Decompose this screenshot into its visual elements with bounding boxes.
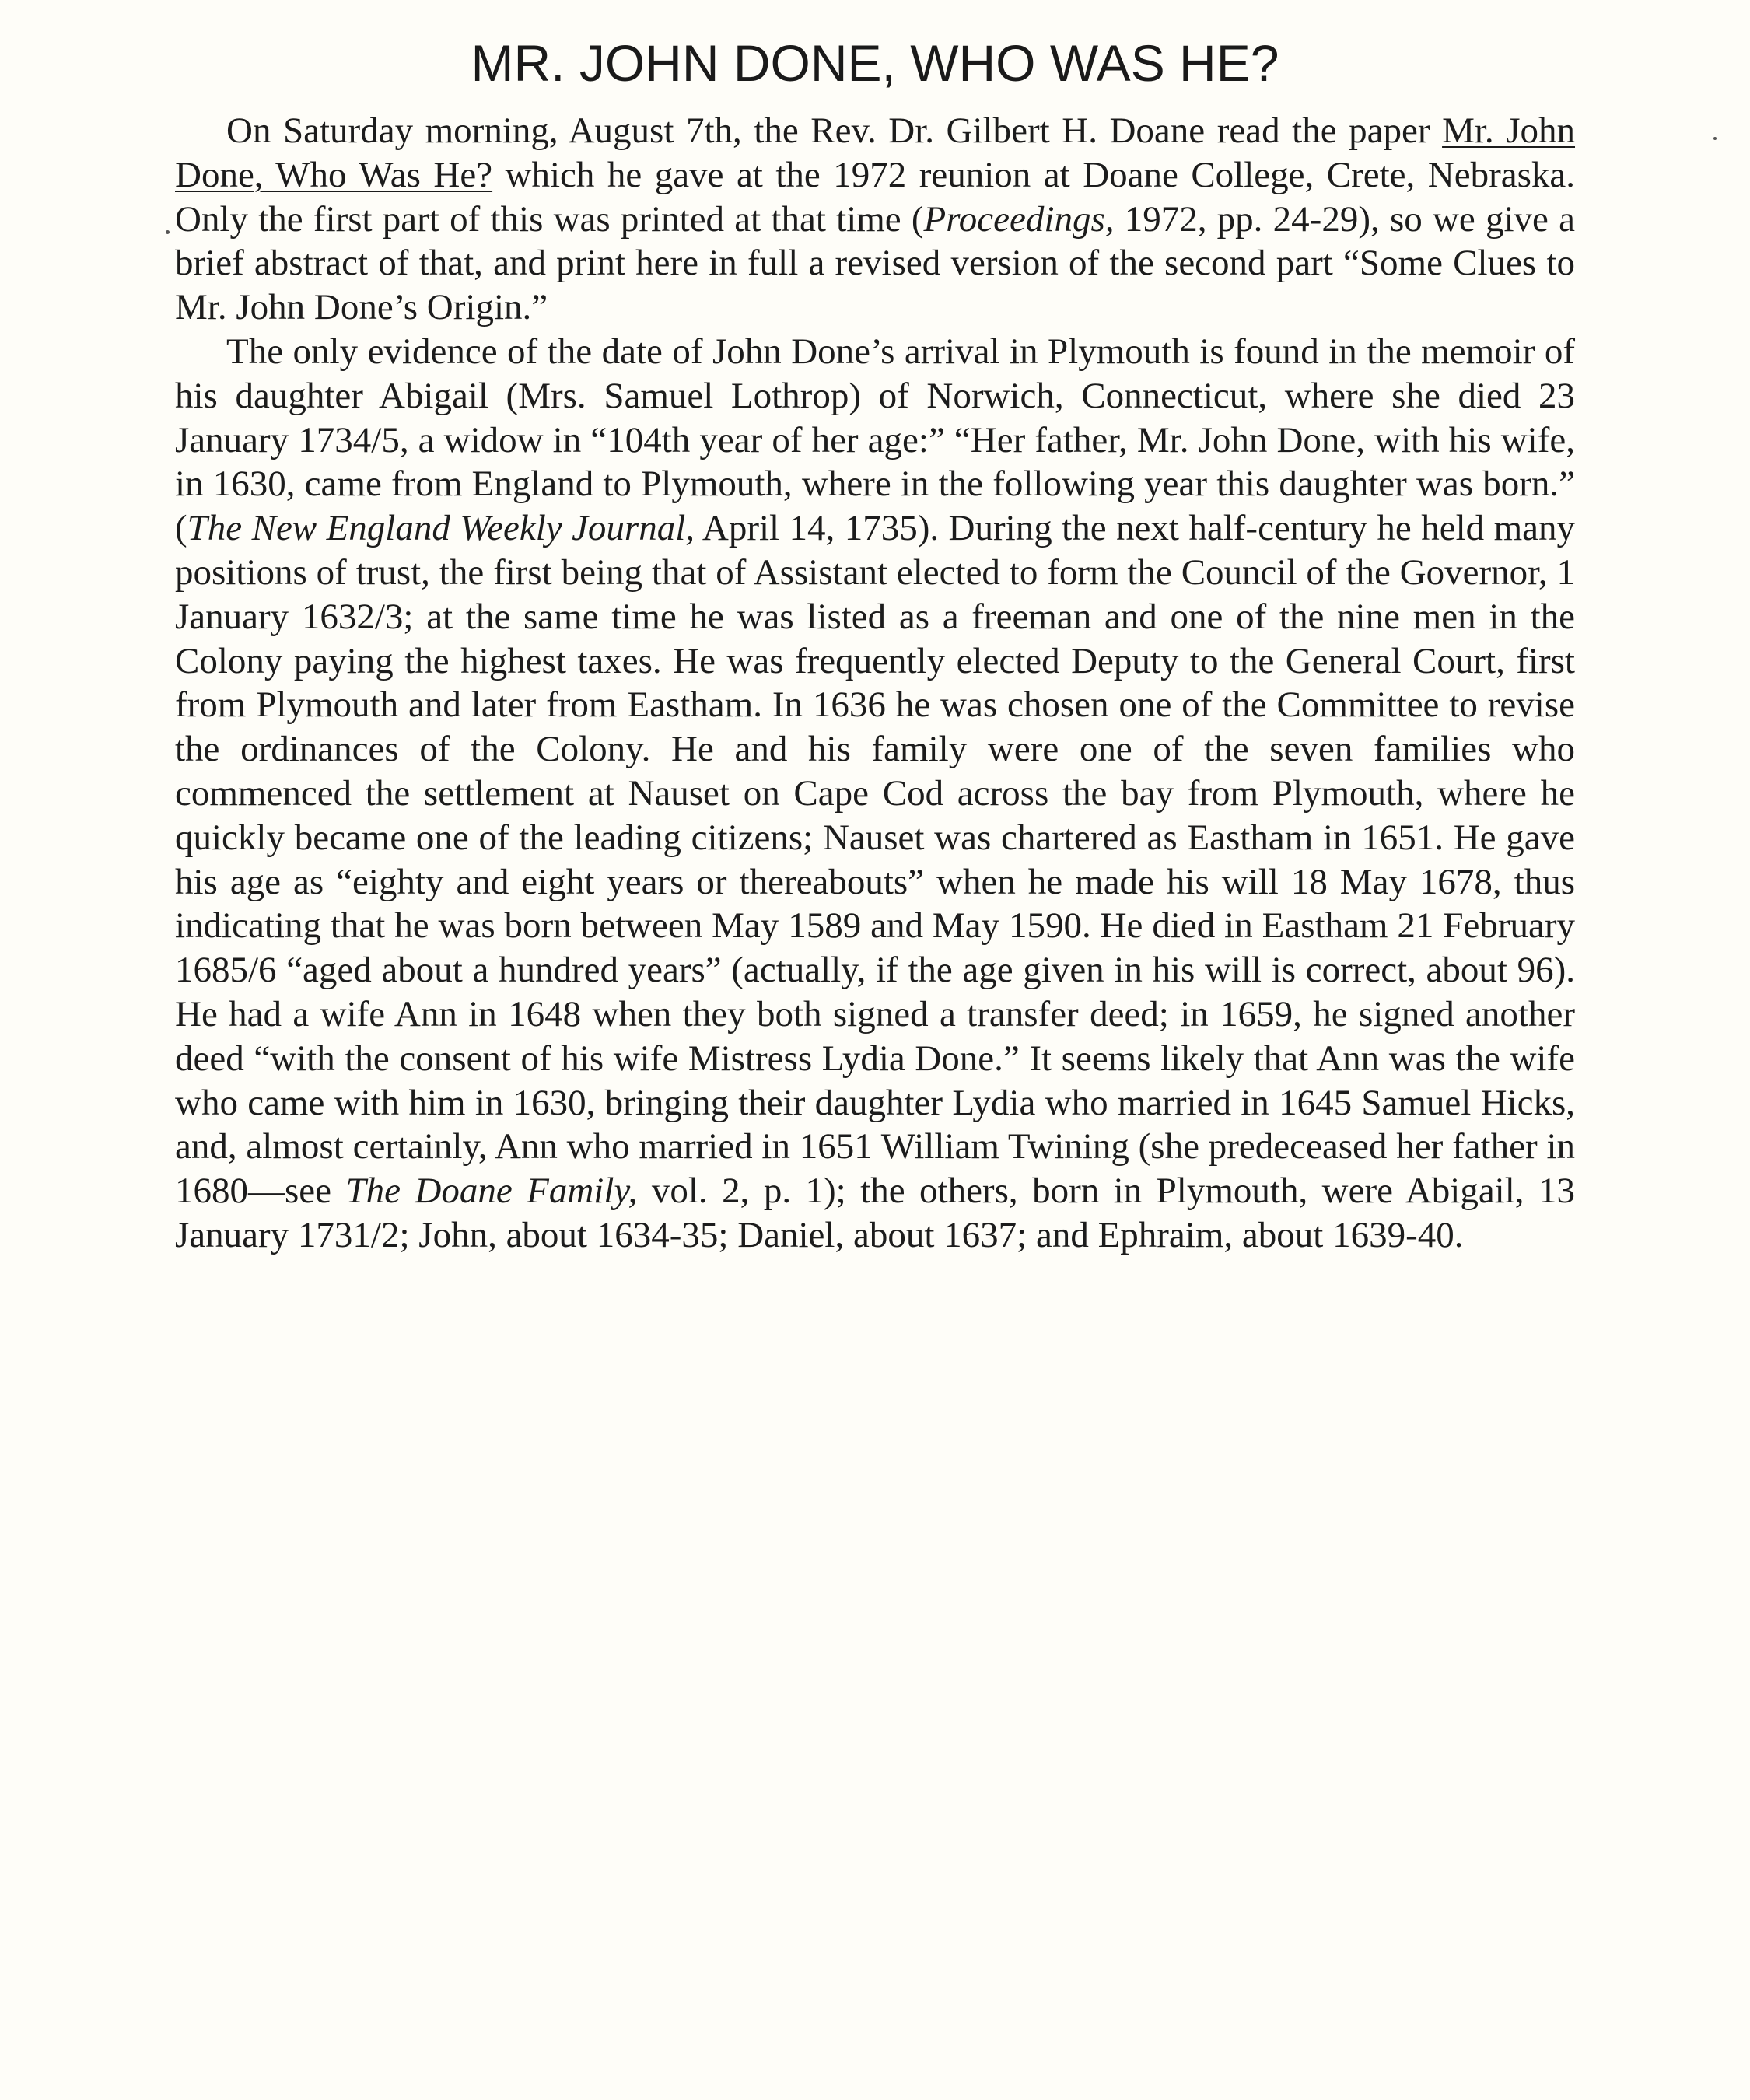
scan-speck (166, 230, 170, 234)
text-run: vol. 2, p. 1); the others, born in Plymouth, were Abigail, 13 January 1731/2; John, about 1634-35; Daniel, about 1637; and Ephraim, about 1639-40. (175, 1171, 1575, 1255)
text-run: 1972, pp. 24-29), so we give a brief abstract of that, and print here in full a revised version of the second part “Some Clues to Mr. John Done’s Origin.” (175, 198, 1575, 328)
text-run: which he gave at the 1972 reunion at Doane College, Crete, Nebraska. Only the first part of this was printed at that time ( (175, 154, 1575, 240)
text-run: On Saturday morning, August 7th, the Rev. Dr. Gilbert H. Doane read the paper (226, 110, 1443, 151)
text-run: April 14, 1735). During the next half-century he held many positions of trust, the first being that of Assistant elected to form the Council of the Governor, 1 January 1632/3; at the same time he was listed as a freeman and one of the nine men in the Colony paying the highest taxes. He was frequently elected Deputy to the General Court, first from Plymouth and later from Eastham. In 1636 he was chosen one of the Committee to revise the ordinances of the Colony. He and his family were one of the seven families who commenced the settlement at Nauset on Cape Cod across the bay from Plymouth, where he quickly became one of the leading citizens; Nauset was chartered as Eastham in 1651. He gave his age as “eighty and eight years or thereabouts” when he made his will 18 May 1678, thus indicating that he was born between May 1589 and May 1590. He died in Eastham 21 February 1685/6 “aged about a hundred years” (actually, if the age given in his will is correct, about 96). He had a wife Ann in 1648 when they both signed a transfer deed; in 1659, he signed another deed “with the consent of his wife Mistress Lydia Done.” It seems likely that Ann was the wife who came with him in 1630, bringing their daughter Lydia who married in 1645 Samuel Hicks, and, almost certainly, Ann who married in 1651 William Twining (she predeceased her father in 1680—see (175, 508, 1576, 1212)
paragraph-biography (175, 330, 1575, 1258)
text-run: The only evidence of the date of John Done’s arrival in Plymouth is found in the memoir of his daughter Abigail (Mrs. Samuel Lothrop) of Norwich, Connecticut, where she died 23 January 1734/5, a widow in “104th year of her age:” “Her father, Mr. John Done, with his wife, in 1630, came from England to Plymouth, where in the following year this daughter was born.” ( (175, 331, 1575, 549)
paper-title-reference: Mr. John Done, Who Was He? (175, 110, 1576, 195)
publication-reference: The Doane Family, (345, 1171, 638, 1212)
publication-reference: The New England Weekly Journal, (187, 508, 695, 549)
scan-speck (1713, 137, 1717, 140)
paragraph-intro (175, 109, 1575, 330)
article-title: MR. JOHN DONE, WHO WAS HE? (471, 34, 1279, 92)
publication-reference: Proceedings, (923, 198, 1115, 240)
article-body (175, 109, 1575, 1258)
